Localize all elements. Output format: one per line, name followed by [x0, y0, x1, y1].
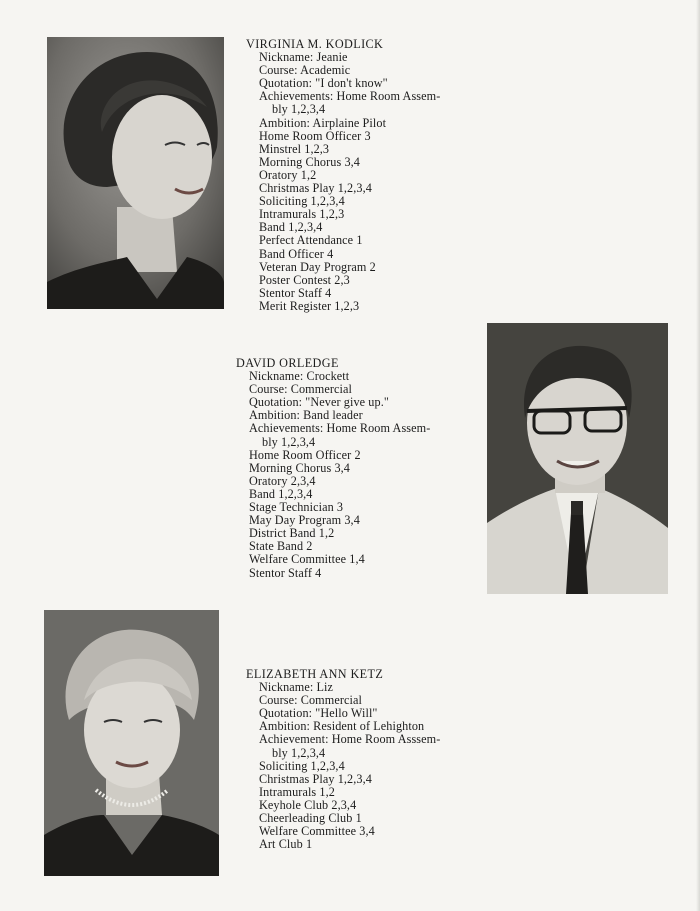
student-details: [246, 51, 440, 313]
student-name: DAVID ORLEDGE: [236, 356, 339, 370]
detail-line: Stentor Staff 4: [249, 565, 322, 580]
detail-line: Oratory 2,3,4: [249, 473, 316, 488]
detail-line: State Band 2: [249, 539, 313, 554]
detail-line: Band 1,2,3,4: [249, 486, 313, 501]
detail-line: Morning Chorus 3,4: [259, 154, 360, 169]
student-entry-orledge: [236, 357, 430, 580]
detail-line: bly 1,2,3,4: [272, 102, 326, 117]
student-entry-kodlick: [246, 38, 440, 313]
portrait-photo-orledge: [487, 323, 668, 594]
detail-line: Quotation: "Hello Will": [259, 706, 378, 721]
student-details: [236, 370, 430, 580]
detail-line: Veteran Day Program 2: [259, 259, 376, 274]
detail-line: Soliciting 1,2,3,4: [259, 194, 345, 209]
detail-line: Achievements: Home Room Assem-: [249, 421, 431, 436]
detail-line: Intramurals 1,2,3: [259, 207, 345, 222]
detail-line: Home Room Officer 2: [249, 447, 361, 462]
detail-line: Intramurals 1,2: [259, 784, 335, 799]
detail-line: Stage Technician 3: [249, 500, 344, 515]
student-entry-ketz: [246, 668, 440, 851]
detail-line: Ambition: Airplaine Pilot: [259, 115, 387, 130]
detail-line: Band Officer 4: [259, 246, 334, 261]
detail-line: Ambition: Resident of Lehighton: [259, 719, 425, 734]
detail-line: Home Room Officer 3: [259, 128, 371, 143]
detail-line: Minstrel 1,2,3: [259, 141, 330, 156]
detail-line: Welfare Committee 1,4: [249, 552, 365, 567]
detail-line: Course: Commercial: [249, 382, 353, 397]
detail-line: Soliciting 1,2,3,4: [259, 758, 345, 773]
detail-line: Nickname: Jeanie: [259, 50, 348, 65]
detail-line: bly 1,2,3,4: [262, 434, 316, 449]
detail-line: Morning Chorus 3,4: [249, 460, 350, 475]
detail-line: Poster Contest 2,3: [259, 272, 350, 287]
page-edge: [696, 0, 700, 911]
detail-line: Quotation: "Never give up.": [249, 395, 389, 410]
detail-line: Oratory 1,2: [259, 167, 317, 182]
detail-line: Cheerleading Club 1: [259, 811, 362, 826]
detail-line: Nickname: Crockett: [249, 369, 350, 384]
detail-line: Welfare Committee 3,4: [259, 824, 375, 839]
detail-line: Merit Register 1,2,3: [259, 298, 360, 313]
detail-line: Christmas Play 1,2,3,4: [259, 181, 372, 196]
detail-line: Art Club 1: [259, 837, 313, 852]
detail-line: bly 1,2,3,4: [272, 745, 326, 760]
portrait-photo-kodlick: [47, 37, 224, 309]
detail-line: Keyhole Club 2,3,4: [259, 797, 357, 812]
detail-line: Christmas Play 1,2,3,4: [259, 771, 372, 786]
detail-line: Achievements: Home Room Assem-: [259, 89, 441, 104]
detail-line: Achievement: Home Room Asssem-: [259, 732, 441, 747]
student-name: ELIZABETH ANN KETZ: [246, 667, 384, 681]
detail-line: Ambition: Band leader: [249, 408, 363, 423]
detail-line: Nickname: Liz: [259, 680, 334, 695]
detail-line: Perfect Attendance 1: [259, 233, 363, 248]
detail-line: Band 1,2,3,4: [259, 220, 323, 235]
detail-line: District Band 1,2: [249, 526, 335, 541]
detail-line: Stentor Staff 4: [259, 285, 332, 300]
detail-line: Course: Academic: [259, 63, 351, 78]
detail-line: Quotation: "I don't know": [259, 76, 388, 91]
detail-line: Course: Commercial: [259, 693, 363, 708]
portrait-photo-ketz: [44, 610, 219, 876]
student-details: [246, 681, 440, 851]
student-name: VIRGINIA M. KODLICK: [246, 37, 384, 51]
detail-line: May Day Program 3,4: [249, 513, 360, 528]
